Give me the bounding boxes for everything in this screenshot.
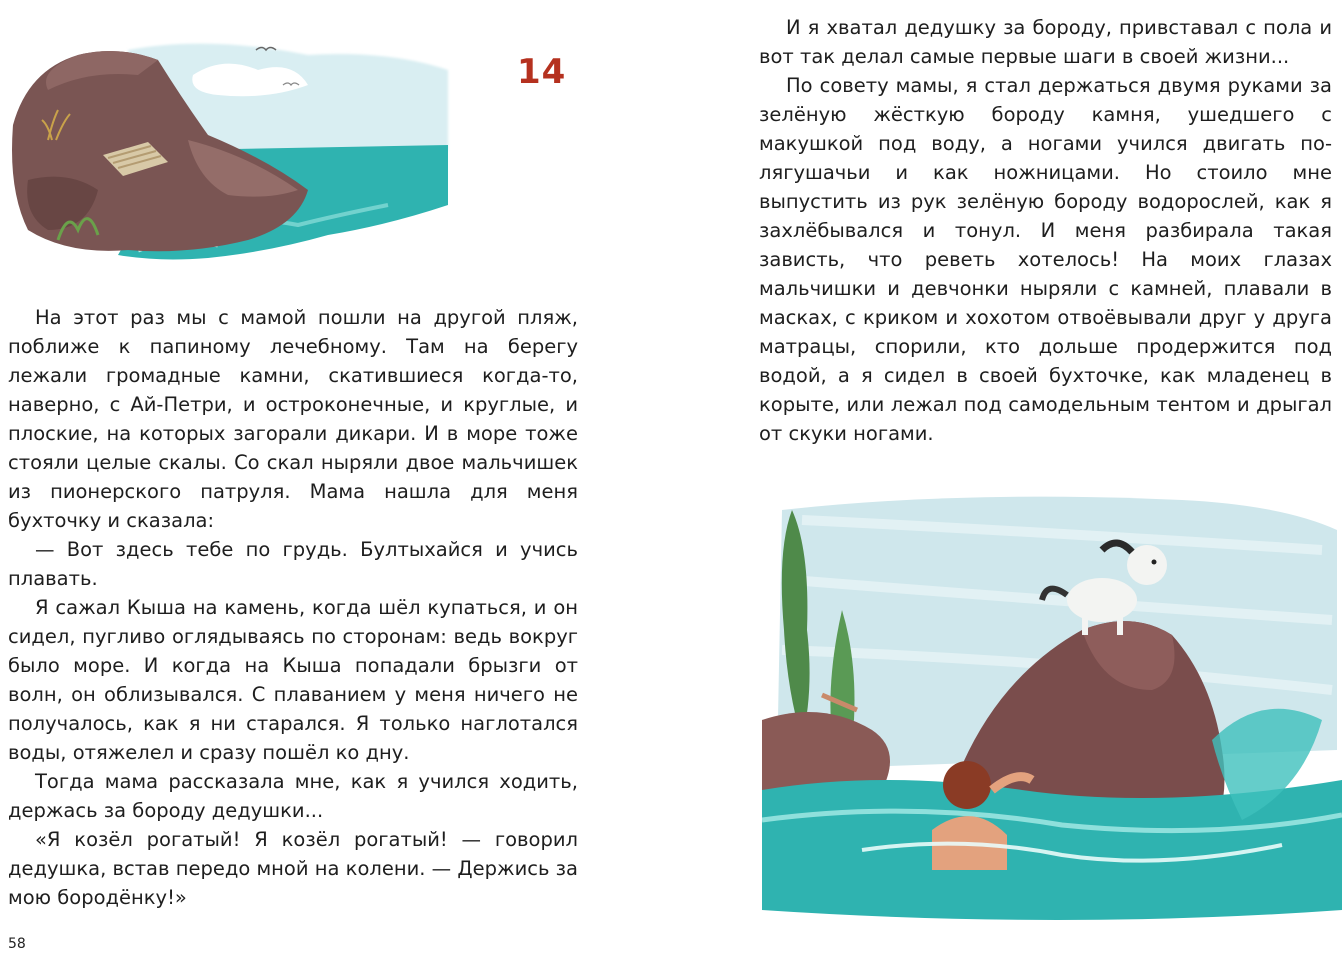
paragraph: Тогда мама рассказала мне, как я учился ходить, держась за бороду дедушки...	[8, 770, 578, 822]
illustration-rocks-beach	[8, 30, 458, 270]
right-page	[672, 0, 1344, 953]
paragraph: На этот раз мы с мамой пошли на другой пляж, поближе к папиному лечебному. Там на берегу лежали громадные камни, скатившиеся когда-то, наверно, с Ай-Петри, и остроконечные, и круглые, и плоские, на которых загорали дикари. И в море тоже стояли целые скалы. Со скал ныряли двое мальчишек из пионерского патруля. Мама нашла для меня бухточку и сказала:	[8, 306, 578, 532]
paragraph: И я хватал дедушку за бороду, привставал с пола и вот так делал самые первые шаги в своей жизни...	[759, 16, 1332, 68]
left-page-text	[8, 303, 578, 912]
paragraph: — Вот здесь тебе по грудь. Бултыхайся и учись плавать.	[8, 538, 578, 590]
paragraph: По совету мамы, я стал держаться двумя руками за зелёную жёсткую бороду камня, ушедшего с макушкой под воду, а ногами учился двигать по-лягушачьи и как ножницами. Но стоило мне выпустить из рук зелёную бороду водорослей, как я захлёбывался и тонул. И меня разбирала такая зависть, что реветь хотелось! На моих глазах мальчишки и девчонки ныряли с камней, плавали в масках, с криком и хохотом отвоёвывали друг у друга матрацы, спорили, кто дольше продержится под водой, а я сидел в своей бухточке, как младенец в корыте, или лежал под самодельным тентом и дрыгал от скуки ногами.	[759, 74, 1332, 445]
right-page-text	[759, 13, 1332, 448]
paragraph: Я сажал Кыша на камень, когда шёл купаться, и он сидел, пугливо оглядываясь по сторонам: ведь вокруг было море. И когда на Кыша попадали брызги от волн, он облизывался. С плаванием у меня ничего не получалось, как я ни старался. Я только наглотался воды, отяжелел и сразу пошёл ко дну.	[8, 596, 578, 764]
illustration-boy-and-dog	[762, 490, 1342, 930]
chapter-number: 14	[517, 52, 567, 92]
page-number: 58	[8, 936, 26, 952]
paragraph: «Я козёл рогатый! Я козёл рогатый! — говорил дедушка, встав передо мной на колени. — Держись за мою бородёнку!»	[8, 828, 578, 909]
